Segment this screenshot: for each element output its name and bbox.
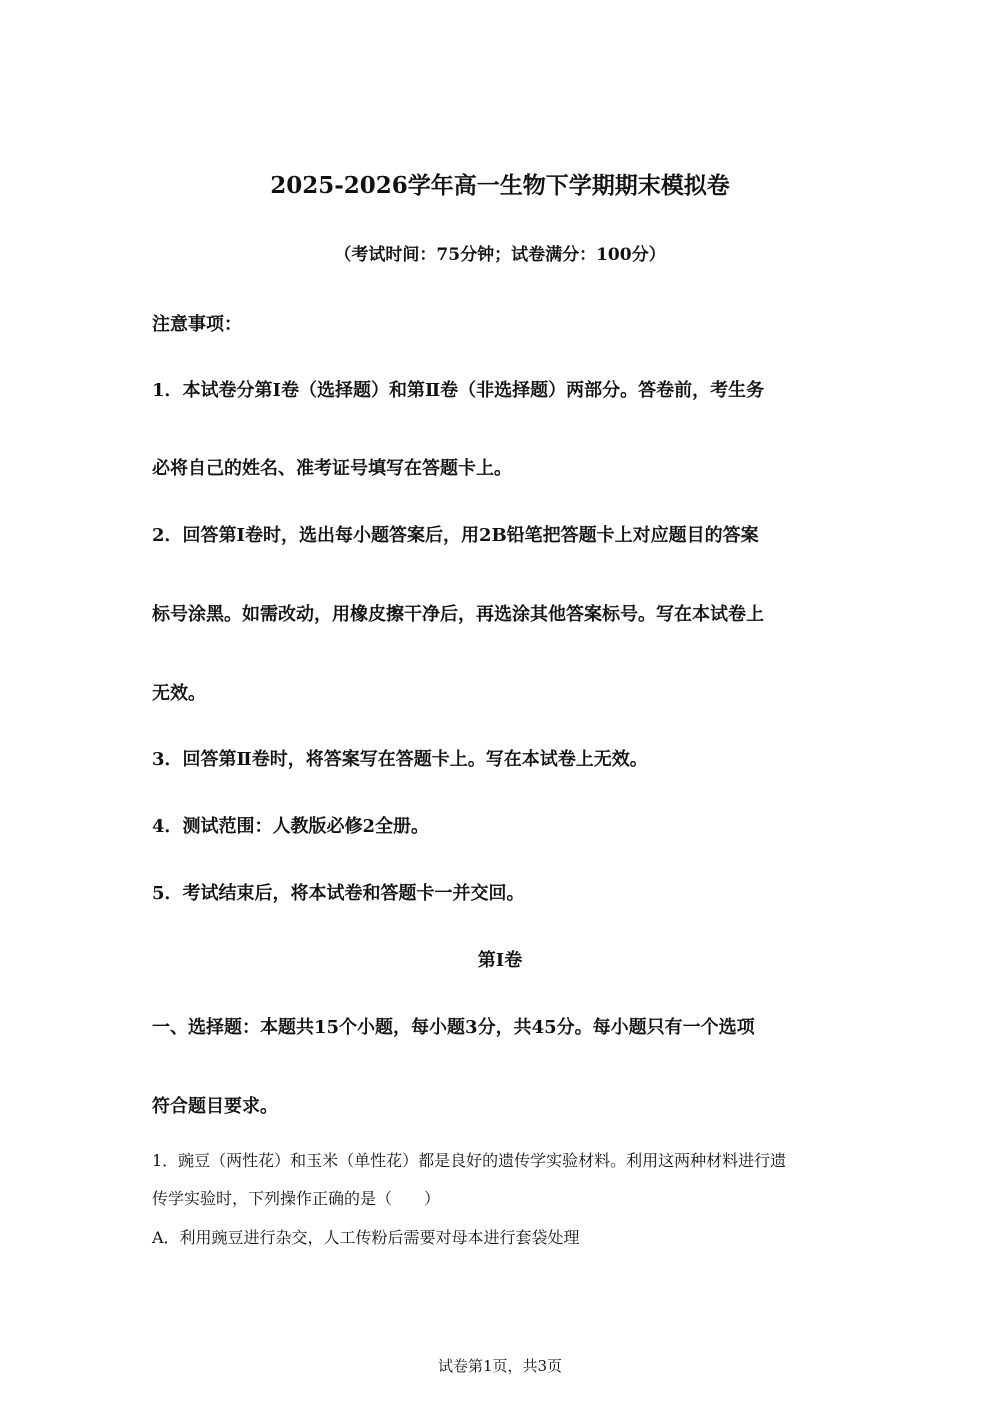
section-instruction-line-2: 符合题目要求。 (152, 1096, 278, 1117)
notice-heading: 注意事项： (152, 314, 242, 335)
page-footer: 试卷第1页，共3页 (437, 1357, 563, 1375)
volume-title: 第Ⅰ卷 (477, 950, 523, 971)
notice-line-8: 5．考试结束后，将本试卷和答题卡一并交回。 (152, 883, 525, 904)
notice-line-6: 3．回答第Ⅱ卷时，将答案写在答题卡上。写在本试卷上无效。 (152, 749, 648, 770)
question-1-option-a: A．利用豌豆进行杂交，人工传粉后需要对母本进行套袋处理 (152, 1228, 580, 1247)
notice-line-7: 4．测试范围：人教版必修2全册。 (152, 816, 430, 837)
notice-line-1: 1．本试卷分第Ⅰ卷（选择题）和第Ⅱ卷（非选择题）两部分。答卷前，考生务 (152, 380, 765, 401)
section-instruction-line-1: 一、选择题：本题共15个小题，每小题3分，共45分。每小题只有一个选项 (152, 1017, 755, 1038)
notice-line-4: 标号涂黑。如需改动，用橡皮擦干净后，再选涂其他答案标号。写在本试卷上 (152, 604, 764, 625)
question-1-stem-line-2: 传学实验时，下列操作正确的是（ ） (152, 1189, 441, 1208)
exam-title: 2025-2026学年高一生物下学期期末模拟卷 (270, 172, 730, 199)
notice-line-3: 2．回答第Ⅰ卷时，选出每小题答案后，用2B铅笔把答题卡上对应题目的答案 (152, 525, 759, 546)
question-1-stem-line-1: 1．豌豆（两性花）和玉米（单性花）都是良好的遗传学实验材料。利用这两种材料进行遗 (152, 1151, 787, 1170)
notice-line-5: 无效。 (152, 683, 206, 704)
notice-line-2: 必将自己的姓名、准考证号填写在答题卡上。 (152, 458, 512, 479)
exam-subtitle: （考试时间：75分钟；试卷满分：100分） (334, 245, 666, 265)
